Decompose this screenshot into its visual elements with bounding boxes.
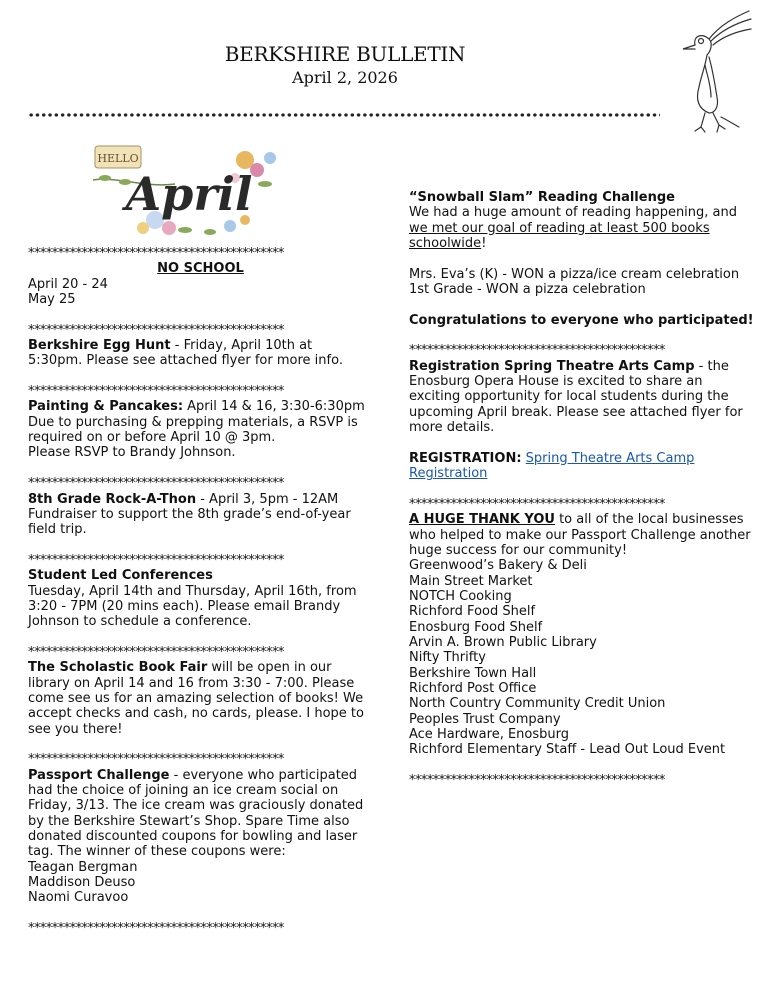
snowball-goal: we met our goal of reading at least 500 books bbox=[409, 220, 710, 236]
passport-winner: Teagan Bergman bbox=[28, 859, 138, 875]
passport-heading: Passport Challenge bbox=[28, 767, 170, 783]
snowball-detail: We had a huge amount of reading happening, and bbox=[409, 205, 738, 221]
thanks-detail: huge success for our community! bbox=[409, 542, 628, 558]
business-item: Ace Hardware, Enosburg bbox=[409, 727, 570, 743]
business-item: North Country Community Credit Union bbox=[409, 696, 666, 712]
left-column bbox=[28, 246, 373, 936]
business-item: Richford Post Office bbox=[409, 681, 537, 696]
thanks-detail: to all of the local businesses bbox=[554, 512, 744, 528]
book-fair-detail: see you there! bbox=[28, 721, 123, 737]
painting-heading: Painting & Pancakes: bbox=[28, 399, 184, 415]
conferences-detail: Johnson to schedule a conference. bbox=[28, 614, 252, 630]
theatre-detail: more details. bbox=[409, 420, 495, 436]
congrats-text: Congratulations to everyone who participated! bbox=[409, 312, 754, 328]
theatre-detail: exciting opportunity for local students during the bbox=[409, 389, 729, 405]
thanks-detail: who helped to make our Passport Challenge another bbox=[409, 527, 751, 543]
theatre-detail: upcoming April break. Please see attached flyer for bbox=[409, 404, 743, 420]
conferences-detail: Tuesday, April 14th and Thursday, April 16th, from bbox=[28, 583, 357, 599]
registration-label: REGISTRATION: bbox=[409, 450, 522, 466]
conferences-detail: 3:20 - 7PM (20 mins each). Please email Brandy bbox=[28, 598, 341, 614]
passport-text bbox=[28, 768, 373, 783]
passport-winner: Maddison Deuso bbox=[28, 875, 136, 891]
theatre-detail: - the bbox=[694, 358, 729, 374]
rockathon-detail: Fundraiser to support the 8th grade’s end-of-year bbox=[28, 506, 351, 522]
egg-hunt-detail: - Friday, April 10th at bbox=[170, 338, 313, 354]
newsletter-date: April 2, 2026 bbox=[292, 68, 398, 87]
roadrunner-illustration bbox=[665, 5, 755, 135]
snowball-goal-end bbox=[409, 236, 759, 251]
no-school-date: May 25 bbox=[28, 292, 76, 308]
egg-hunt-detail: 5:30pm. Please see attached flyer for more info. bbox=[28, 353, 343, 369]
section-divider: ******************************************* bbox=[28, 322, 284, 338]
snowball-winner: Mrs. Eva’s (K) - WON a pizza/ice cream celebration bbox=[409, 266, 740, 282]
painting-text bbox=[28, 399, 373, 414]
passport-winner: Naomi Curavoo bbox=[28, 890, 129, 906]
passport-detail: had the choice of joining an ice cream social on bbox=[28, 783, 339, 799]
snowball-heading: “Snowball Slam” Reading Challenge bbox=[409, 190, 675, 205]
section-divider: ******************************************* bbox=[28, 476, 284, 492]
registration-link[interactable]: Spring Theatre Arts Camp bbox=[525, 450, 695, 466]
book-fair-text bbox=[28, 660, 373, 675]
hello-text: HELLO bbox=[97, 152, 139, 165]
book-fair-detail: accept checks and cash, no cards, please. I hope to bbox=[28, 706, 364, 722]
newsletter-title: BERKSHIRE BULLETIN bbox=[224, 42, 466, 66]
painting-detail: April 14 & 16, 3:30-6:30pm bbox=[183, 399, 365, 415]
rockathon-heading: 8th Grade Rock-A-Thon bbox=[28, 491, 197, 507]
theatre-heading: Registration Spring Theatre Arts Camp bbox=[409, 358, 695, 374]
egg-hunt-heading: Berkshire Egg Hunt bbox=[28, 338, 171, 354]
section-divider: ******************************************* bbox=[409, 496, 665, 512]
right-column bbox=[409, 190, 759, 788]
passport-detail: - everyone who participated bbox=[169, 767, 358, 783]
painting-detail: required on or before April 10 @ 3pm. bbox=[28, 430, 276, 446]
dotted-divider bbox=[28, 113, 660, 117]
section-divider: ******************************************* bbox=[28, 644, 284, 660]
section-divider: ******************************************* bbox=[28, 552, 284, 568]
business-item: Enosburg Food Shelf bbox=[409, 619, 543, 635]
registration-line bbox=[409, 451, 759, 466]
thanks-heading: A HUGE THANK YOU bbox=[409, 512, 555, 528]
passport-detail: donated discounted coupons for bowling and laser bbox=[28, 829, 358, 845]
no-school-heading: NO SCHOOL bbox=[157, 261, 244, 277]
thanks-text bbox=[409, 512, 759, 527]
passport-detail: tag. The winner of these coupons were: bbox=[28, 844, 286, 860]
rockathon-detail: - April 3, 5pm - 12AM bbox=[196, 491, 339, 507]
rockathon-detail: field trip. bbox=[28, 522, 87, 538]
rockathon-text bbox=[28, 492, 373, 507]
april-script-text: April bbox=[125, 167, 253, 221]
book-fair-detail: come see us for an amazing selection of books! We bbox=[28, 690, 364, 706]
section-divider: ******************************************* bbox=[28, 246, 284, 261]
painting-detail: Please RSVP to Brandy Johnson. bbox=[28, 445, 236, 461]
book-fair-detail: library on April 14 and 16 from 3:30 - 7:00. Please bbox=[28, 675, 355, 691]
business-item: Nifty Thrifty bbox=[409, 650, 486, 666]
business-item: Peoples Trust Company bbox=[409, 711, 561, 727]
snowball-punct: ! bbox=[481, 236, 487, 252]
business-item: Greenwood’s Bakery & Deli bbox=[409, 558, 587, 574]
no-school-date: April 20 - 24 bbox=[28, 276, 108, 292]
registration-link[interactable]: Registration bbox=[409, 466, 488, 482]
passport-detail: Friday, 3/13. The ice cream was graciously donated bbox=[28, 798, 364, 814]
business-item: Richford Elementary Staff - Lead Out Loud Event bbox=[409, 742, 726, 758]
section-divider: ******************************************* bbox=[409, 773, 665, 789]
snowball-goal: schoolwide bbox=[409, 236, 482, 252]
book-fair-detail: will be open in our bbox=[207, 660, 332, 676]
section-divider: ******************************************* bbox=[28, 921, 284, 937]
section-divider: ******************************************* bbox=[28, 752, 284, 768]
hello-april-graphic bbox=[85, 140, 290, 238]
passport-detail: by the Berkshire Stewart’s Shop. Spare Time also bbox=[28, 813, 350, 829]
conferences-heading: Student Led Conferences bbox=[28, 568, 213, 584]
business-item: Berkshire Town Hall bbox=[409, 665, 537, 681]
theatre-detail: Enosburg Opera House is excited to share an bbox=[409, 374, 703, 390]
business-item: Richford Food Shelf bbox=[409, 604, 536, 620]
business-item: Main Street Market bbox=[409, 573, 533, 589]
section-divider: ******************************************* bbox=[28, 384, 284, 400]
egg-hunt-text bbox=[28, 338, 373, 353]
business-item: Arvin A. Brown Public Library bbox=[409, 634, 597, 650]
theatre-text bbox=[409, 359, 759, 374]
book-fair-heading: The Scholastic Book Fair bbox=[28, 660, 208, 676]
section-divider: ******************************************* bbox=[409, 343, 665, 359]
painting-detail: Due to purchasing & prepping materials, a RSVP is bbox=[28, 414, 358, 430]
snowball-winner: 1st Grade - WON a pizza celebration bbox=[409, 282, 646, 298]
business-item: NOTCH Cooking bbox=[409, 588, 512, 604]
